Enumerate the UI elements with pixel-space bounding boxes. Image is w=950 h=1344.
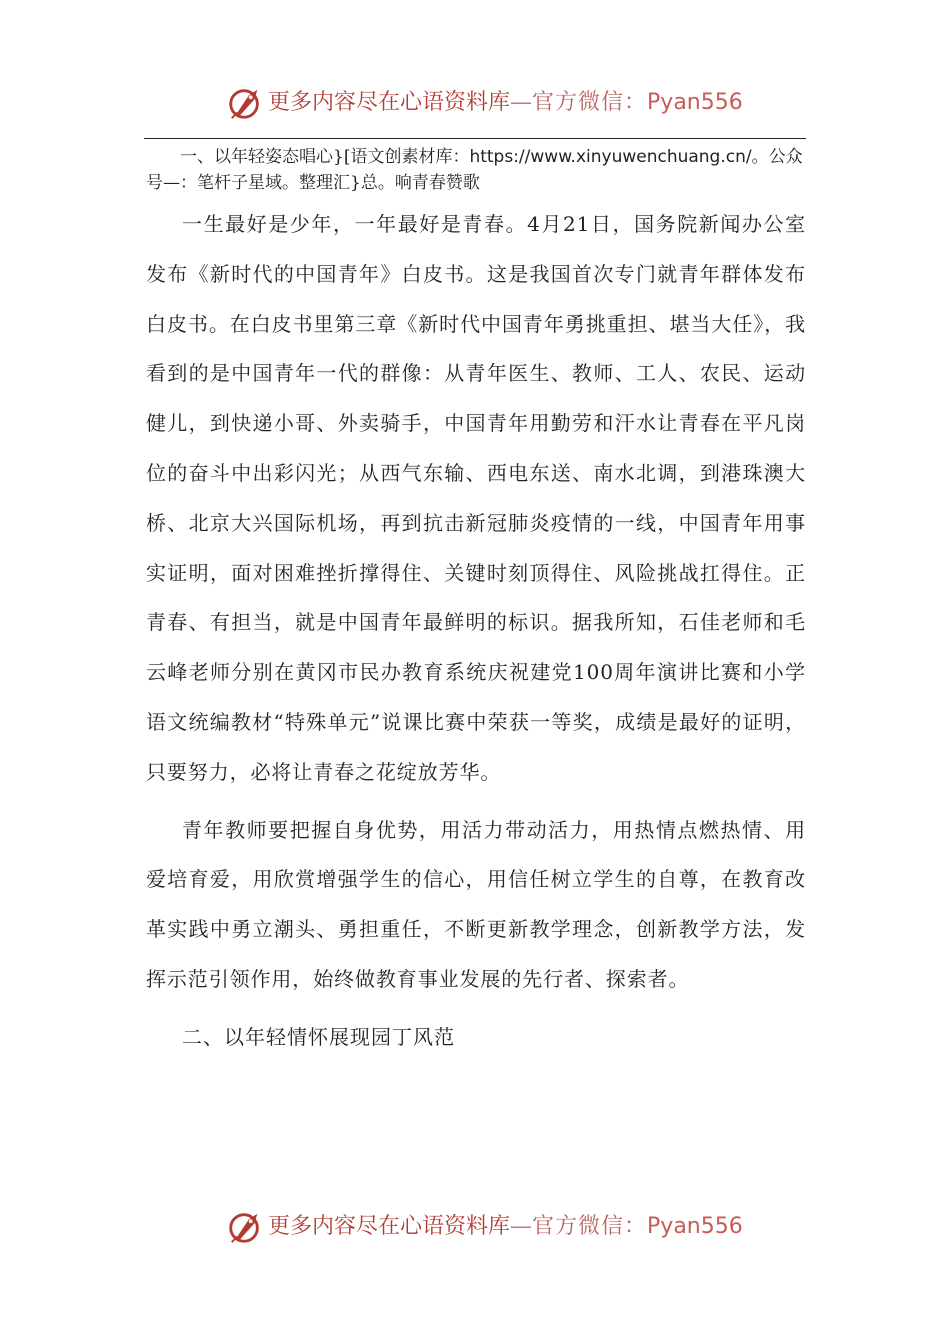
pen-nib-logo-icon: [226, 84, 264, 122]
header-banner-text: [268, 89, 743, 117]
section-heading-2: 二、以年轻情怀展现园丁风范: [182, 1024, 455, 1049]
banner-main-text: 更多内容尽在心语资料库: [268, 1214, 511, 1239]
banner-dash: —: [510, 90, 533, 115]
banner-main-text: 更多内容尽在心语资料库: [268, 90, 511, 115]
paragraph-1: 一生最好是少年，一年最好是青春。4月21日，国务院新闻办公室发布《新时代的中国青年》白皮书。这是我国首次专门就青年群体发布白皮书。在白皮书里第三章《新时代中国青年勇挑重担、堪当大任》，我看到的是中国青年一代的群像：从青年医生、教师、工人、农民、运动健儿，到快递小哥、外卖骑手，中国青年用勤劳和汗水让青春在平凡岗位的奋斗中出彩闪光；从西气东输、西电东送、南水北调，到港珠澳大桥、北京大兴国际机场，再到抗击新冠肺炎疫情的一线，中国青年用事实证明，面对困难挫折撑得住、关键时刻顶得住、风险挑战扛得住。正青春、有担当，就是中国青年最鲜明的标识。据我所知，石佳老师和毛云峰老师分别在黄冈市民办教育系统庆祝建党100周年演讲比赛和小学语文统编教材“特殊单元”说课比赛中荣获一等奖，成绩是最好的证明，只要努力，必将让青春之花绽放芳华。: [146, 212, 806, 784]
banner-dash: —: [510, 1214, 533, 1239]
header-banner: [0, 82, 950, 126]
paragraph-2: 青年教师要把握自身优势，用活力带动活力，用热情点燃热情、用爱培育爱，用欣赏增强学生的信心，用信任树立学生的自尊，在教育改革实践中勇立潮头、勇担重任，不断更新教学理念，创新教学方法，发挥示范引领作用，始终做教育事业发展的先行者、探索者。: [146, 817, 806, 991]
banner-wechat-id: Pyan556: [647, 1214, 743, 1239]
pen-nib-logo-icon: [226, 1208, 264, 1246]
document-body: [146, 142, 806, 1063]
heading1-url: https://www.xinyuwenchuang.cn/: [469, 147, 752, 167]
section-heading-1: [146, 144, 806, 196]
heading1-text-tail: 。公众号—：笔杆子星域。整理汇}总。响青春赞歌: [146, 147, 803, 193]
banner-wechat-label: 官方微信：: [532, 1214, 648, 1239]
banner-wechat-id: Pyan556: [647, 90, 743, 115]
heading1-text: 一、以年轻姿态唱心}[语文创素材库：: [180, 147, 470, 167]
banner-wechat-label: 官方微信：: [532, 90, 648, 115]
header-rule: [144, 138, 806, 139]
footer-banner-text: [268, 1213, 743, 1241]
footer-banner: [0, 1206, 950, 1250]
